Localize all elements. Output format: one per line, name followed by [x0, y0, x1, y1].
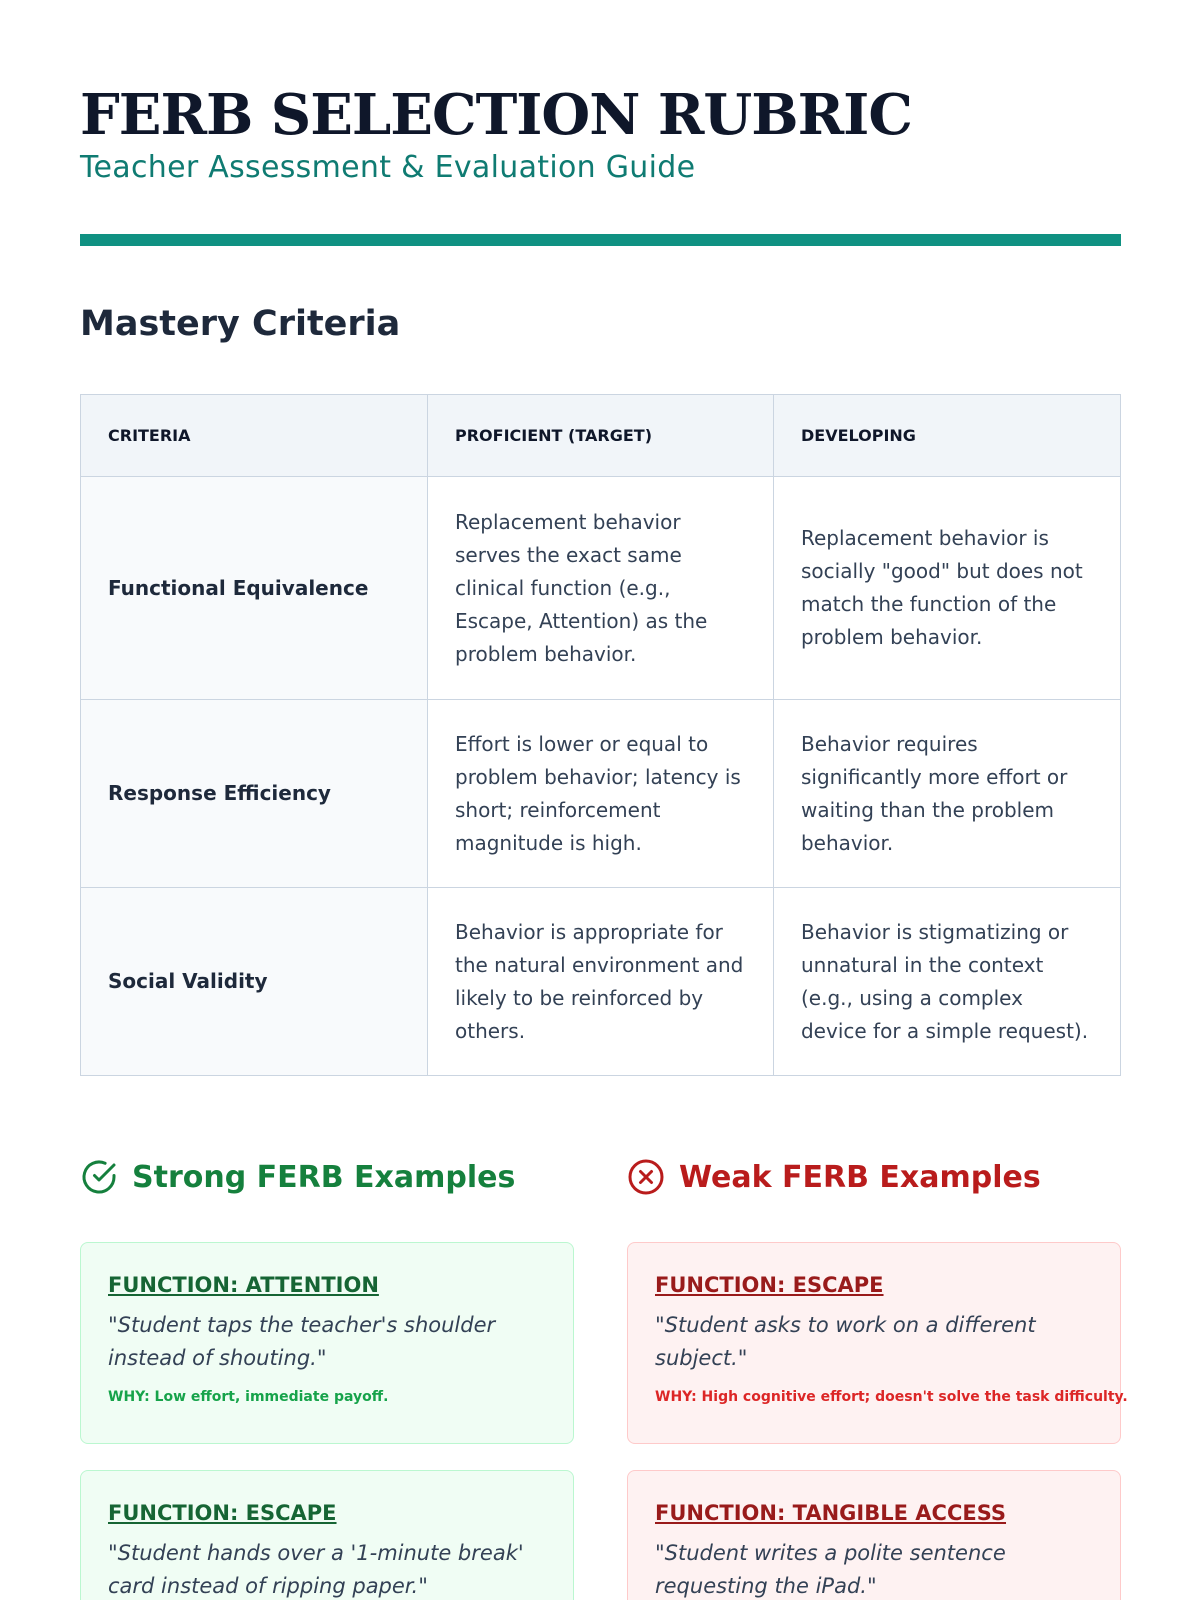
developing-cell: Replacement behavior is socially "good" but does not match the function of the problem behavior. — [773, 477, 1120, 700]
weak-examples-title: Weak FERB Examples — [679, 1159, 1041, 1195]
header-divider — [80, 234, 1121, 246]
column-header-developing: DEVELOPING — [773, 395, 1120, 477]
page-subtitle: Teacher Assessment & Evaluation Guide — [80, 150, 696, 185]
column-header-proficient: PROFICIENT (TARGET) — [428, 395, 774, 477]
table-row — [81, 477, 1121, 700]
section-title-mastery: Mastery Criteria — [80, 304, 401, 344]
example-function-label: FUNCTION: TANGIBLE ACCESS — [655, 1501, 1007, 1525]
example-quote: "Student taps the teacher's shoulder instead of shouting." — [108, 1313, 496, 1370]
weak-example-card — [627, 1242, 1128, 1444]
example-quote: "Student writes a polite sentence requesting the iPad." — [655, 1541, 1006, 1598]
table-header-row — [81, 395, 1121, 477]
weak-example-card — [627, 1470, 1121, 1600]
criteria-cell: Social Validity — [81, 888, 428, 1076]
proficient-cell: Behavior is appropriate for the natural environment and likely to be reinforced by others. — [428, 888, 774, 1076]
example-function-label: FUNCTION: ESCAPE — [655, 1273, 884, 1297]
table-row — [81, 700, 1121, 888]
weak-examples-heading — [627, 1158, 1041, 1196]
x-circle-icon — [627, 1158, 665, 1196]
strong-example-card — [80, 1242, 574, 1444]
proficient-cell: Effort is lower or equal to problem behavior; latency is short; reinforcement magnitude is high. — [428, 700, 774, 888]
mastery-table — [80, 394, 1121, 1076]
criteria-cell: Functional Equivalence — [81, 477, 428, 700]
column-header-criteria: CRITERIA — [81, 395, 428, 477]
proficient-cell: Replacement behavior serves the exact same clinical function (e.g., Escape, Attention) as the problem behavior. — [428, 477, 774, 700]
developing-cell: Behavior requires significantly more effort or waiting than the problem behavior. — [773, 700, 1120, 888]
example-function-label: FUNCTION: ATTENTION — [108, 1273, 379, 1297]
example-quote: "Student asks to work on a different subject." — [655, 1313, 1036, 1370]
check-circle-icon — [80, 1158, 118, 1196]
table-row — [81, 888, 1121, 1076]
strong-examples-title: Strong FERB Examples — [132, 1159, 516, 1195]
example-function-label: FUNCTION: ESCAPE — [108, 1501, 337, 1525]
example-quote: "Student hands over a '1-minute break' card instead of ripping paper." — [108, 1541, 524, 1598]
strong-examples-heading — [80, 1158, 515, 1196]
example-why: WHY: Low effort, immediate payoff. — [108, 1389, 389, 1405]
page-title: FERB SELECTION RUBRIC — [80, 82, 912, 148]
criteria-cell: Response Efficiency — [81, 700, 428, 888]
example-why: WHY: High cognitive effort; doesn't solve the task difficulty. — [655, 1389, 1128, 1405]
developing-cell: Behavior is stigmatizing or unnatural in the context (e.g., using a complex device for a simple request). — [773, 888, 1120, 1076]
strong-example-card — [80, 1470, 574, 1600]
